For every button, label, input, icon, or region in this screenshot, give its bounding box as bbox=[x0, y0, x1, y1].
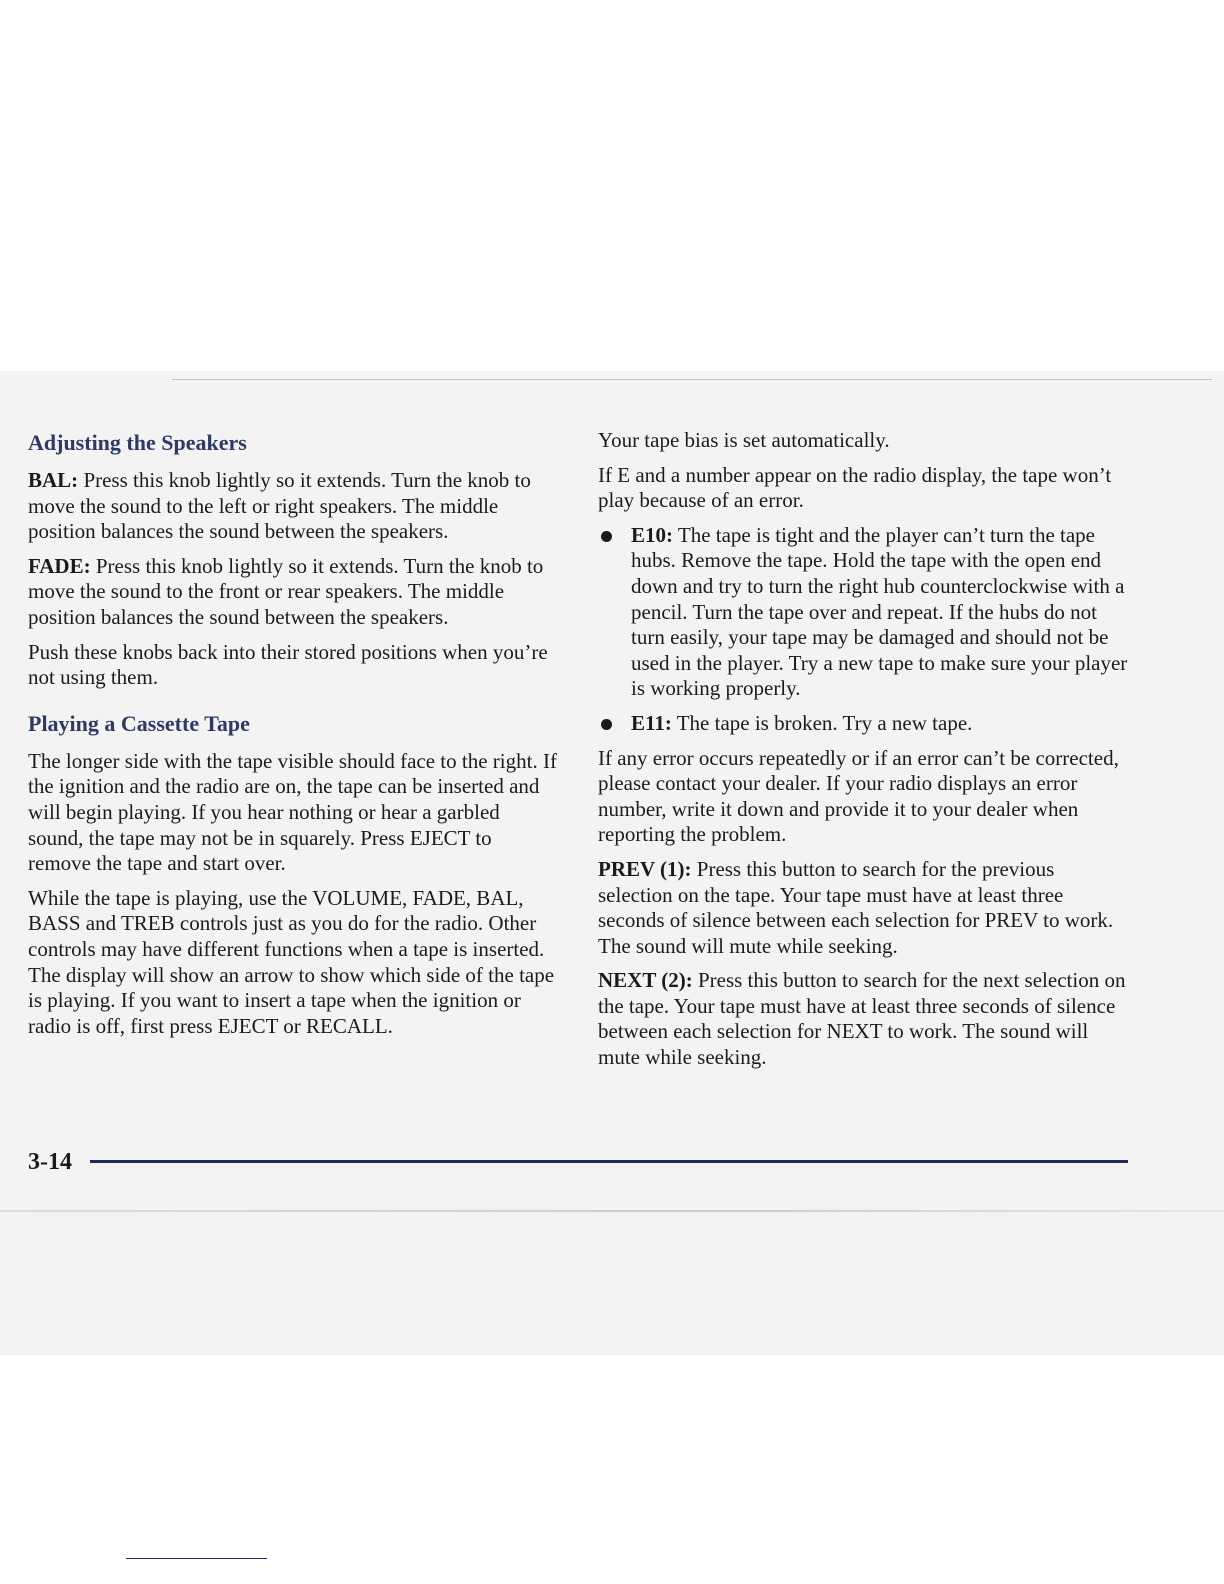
stray-rule-mark bbox=[126, 1558, 267, 1559]
prev-paragraph bbox=[598, 857, 1133, 959]
cassette-paragraph-1: The longer side with the tape visible should face to the right. If the ignition and the radio are on, the tape can be inserted and will begin playing. If you hear nothing or hear a garbled sound, the tape may not be in squarely. Press EJECT to remove the tape and start over. bbox=[28, 748, 557, 876]
error-intro-paragraph: If E and a number appear on the radio display, the tape won’t play because of an error. bbox=[598, 462, 1112, 513]
fade-paragraph bbox=[28, 554, 558, 631]
right-column bbox=[598, 428, 1133, 1080]
section-heading-cassette: Playing a Cassette Tape bbox=[28, 710, 250, 736]
bullet-icon bbox=[601, 719, 612, 730]
page-footer bbox=[28, 1148, 1128, 1176]
e11-term: E11: bbox=[631, 710, 672, 735]
fade-term: FADE: bbox=[28, 553, 91, 578]
prev-term: PREV (1): bbox=[598, 856, 692, 881]
bal-text: Press this knob lightly so it extends. Turn the knob to move the sound to the left or right speakers. The middle position balances the sound between the speakers. bbox=[28, 468, 531, 544]
cassette-paragraph-2: While the tape is playing, use the VOLUME, FADE, BAL, BASS and TREB controls just as you do for the radio. Other controls may have different functions when a tape is inserted. The display will show an arrow to show which side of the tape is playing. If you want to insert a tape when the ignition or radio is off, first press EJECT or RECALL. bbox=[28, 885, 555, 1038]
error-e11-item bbox=[598, 711, 1133, 737]
e10-term: E10: bbox=[631, 522, 673, 547]
band-bottom-rule bbox=[0, 1210, 1224, 1212]
page-number: 3-14 bbox=[28, 1149, 72, 1175]
footer-rule bbox=[90, 1160, 1128, 1163]
fade-text: Press this knob lightly so it extends. Turn the knob to move the sound to the front or rear speakers. The middle position balances the sound between the speakers. bbox=[28, 553, 544, 629]
top-rule bbox=[172, 379, 1212, 380]
e10-text: The tape is tight and the player can’t turn the tape hubs. Remove the tape. Hold the tape with the open end down and try to turn the right hub counterclockwise with a pencil. Turn the tape over and repeat. If the hubs do not turn easily, your tape may be damaged and should not be used in the player. Try a new tape to make sure your player is working properly. bbox=[631, 522, 1128, 701]
bal-paragraph bbox=[28, 468, 558, 545]
left-column bbox=[28, 428, 558, 1048]
e11-text: The tape is broken. Try a new tape. bbox=[671, 710, 973, 735]
next-text: Press this button to search for the next selection on the tape. Your tape must have at least three seconds of silence between each selection for NEXT to work. The sound will mute while seeking. bbox=[598, 968, 1126, 1070]
next-term: NEXT (2): bbox=[598, 968, 693, 993]
bullet-icon bbox=[601, 531, 612, 542]
next-paragraph bbox=[598, 968, 1133, 1070]
error-e10-item bbox=[598, 523, 1133, 702]
error-repeat-paragraph: If any error occurs repeatedly or if an error can’t be corrected, please contact your dealer. If your radio displays an error number, write it down and provide it to your dealer when reporting the problem. bbox=[598, 745, 1119, 847]
section-heading-speakers: Adjusting the Speakers bbox=[28, 430, 247, 455]
bal-term: BAL: bbox=[28, 468, 79, 492]
push-knobs-paragraph: Push these knobs back into their stored positions when you’re not using them. bbox=[28, 639, 548, 690]
prev-text: Press this button to search for the previous selection on the tape. Your tape must have at least three seconds of silence between each selection for PREV to work. The sound will mute while seeking. bbox=[598, 856, 1114, 958]
tape-bias-paragraph: Your tape bias is set automatically. bbox=[598, 428, 890, 452]
